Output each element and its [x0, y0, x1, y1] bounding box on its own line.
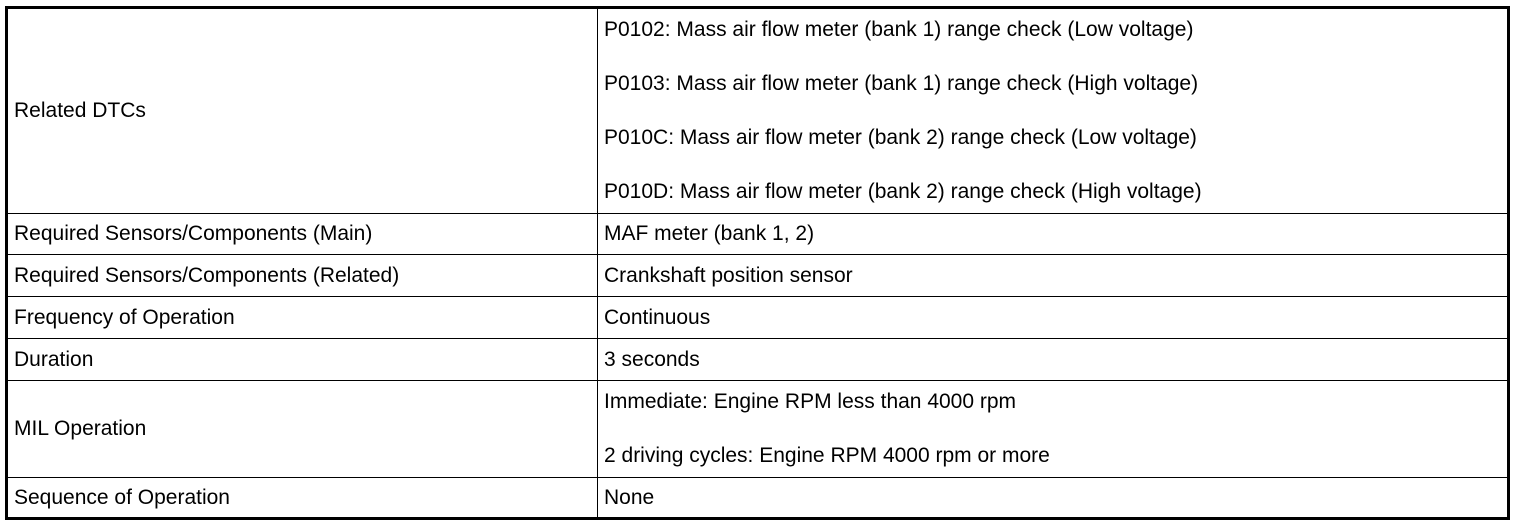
row-value [598, 8, 1509, 214]
dtc-entry: P0103: Mass air flow meter (bank 1) range check (High voltage) [604, 72, 1199, 95]
spec-table [5, 6, 1510, 520]
table-row-duration [7, 339, 1509, 381]
mil-entry: 2 driving cycles: Engine RPM 4000 rpm or more [604, 444, 1050, 467]
row-label: Frequency of Operation [7, 297, 598, 339]
row-value: None [598, 478, 1509, 519]
table-row-frequency [7, 297, 1509, 339]
row-value: 3 seconds [598, 339, 1509, 381]
row-label: Required Sensors/Components (Related) [7, 255, 598, 297]
dtc-entry: P010D: Mass air flow meter (bank 2) range check (High voltage) [604, 180, 1202, 203]
table-row-related-dtcs [7, 8, 1509, 214]
table-row-sensors-main [7, 214, 1509, 255]
table-row-sensors-related [7, 255, 1509, 297]
row-label: Required Sensors/Components (Main) [7, 214, 598, 255]
table-row-mil-operation [7, 381, 1509, 478]
table-row-sequence [7, 478, 1509, 519]
row-label: Related DTCs [7, 8, 598, 214]
row-label: Sequence of Operation [7, 478, 598, 519]
mil-entry: Immediate: Engine RPM less than 4000 rpm [604, 390, 1017, 413]
row-label: Duration [7, 339, 598, 381]
row-value: MAF meter (bank 1, 2) [598, 214, 1509, 255]
row-label: MIL Operation [7, 381, 598, 478]
dtc-entry: P010C: Mass air flow meter (bank 2) range check (Low voltage) [604, 126, 1197, 149]
row-value [598, 381, 1509, 478]
row-value: Continuous [598, 297, 1509, 339]
row-value: Crankshaft position sensor [598, 255, 1509, 297]
dtc-entry: P0102: Mass air flow meter (bank 1) range check (Low voltage) [604, 18, 1194, 41]
